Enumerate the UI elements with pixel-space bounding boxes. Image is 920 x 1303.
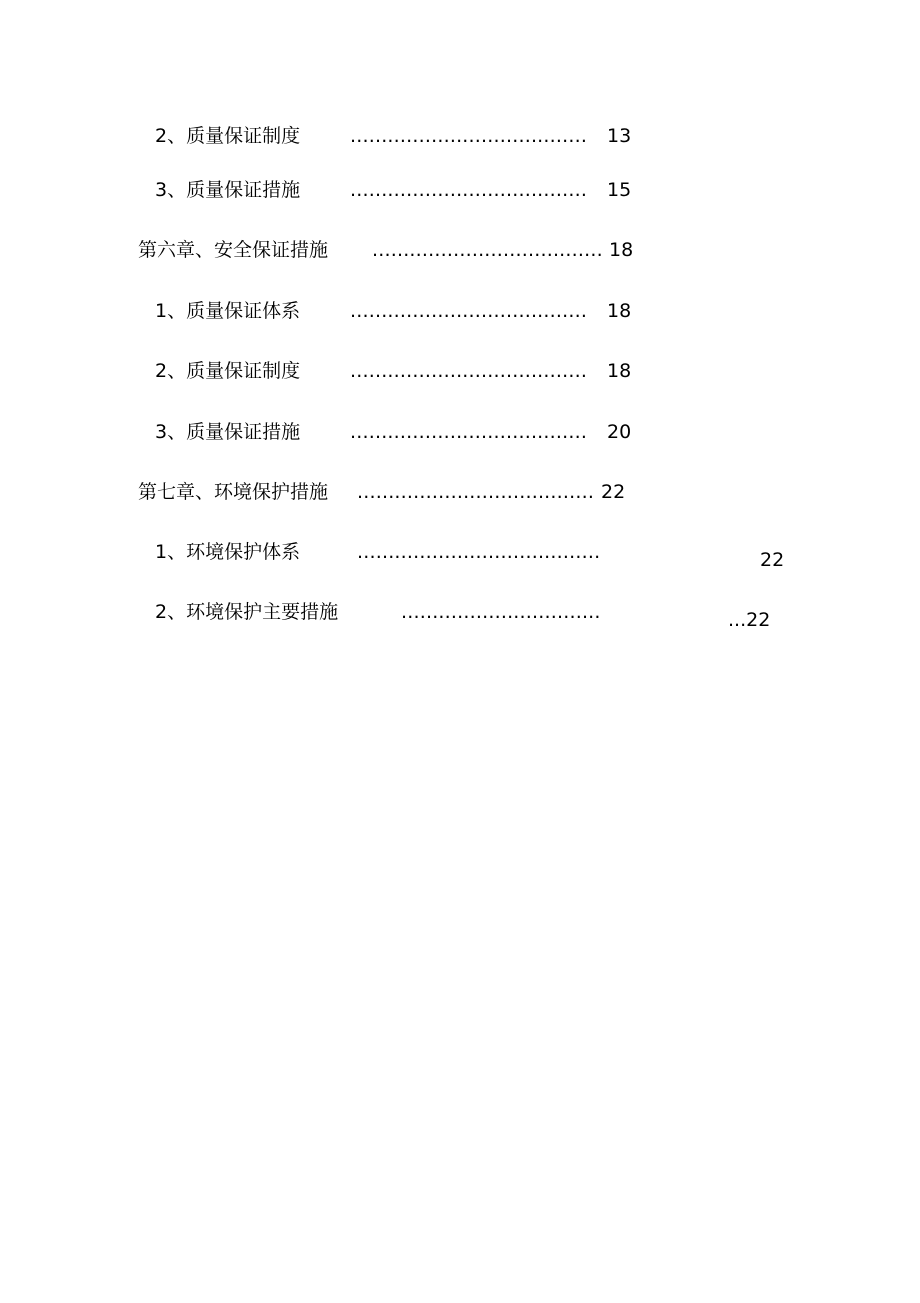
toc-entry-label: 质量保证措施	[186, 421, 301, 443]
toc-entry-title	[155, 600, 338, 624]
toc-leader-dots: ......................................	[350, 300, 588, 322]
toc-entry-label: 环境保护体系	[186, 541, 301, 563]
toc-entry-title	[155, 178, 300, 202]
toc-page-number: 22	[601, 481, 626, 503]
toc-leader-dots: ......................................	[350, 125, 588, 147]
toc-entry-label: 环境保护主要措施	[186, 601, 339, 623]
toc-entry-number: 1、	[155, 541, 187, 563]
toc-page-number: 18	[607, 300, 632, 322]
toc-entry-number: 1、	[155, 300, 187, 322]
toc-chapter-label: 第六章、安全保证措施	[138, 239, 329, 261]
toc-entry-number: 3、	[155, 179, 187, 201]
toc-entry-number: 2、	[155, 125, 187, 147]
toc-page-number: 20	[607, 421, 632, 443]
toc-chapter-label: 第七章、环境保护措施	[138, 481, 329, 503]
toc-page-number: 18	[607, 360, 632, 382]
toc-page-number: 18	[609, 239, 634, 261]
toc-entry-label: 质量保证措施	[186, 179, 301, 201]
toc-entry-label: 质量保证制度	[186, 360, 301, 382]
toc-page-number: 22	[760, 549, 785, 571]
toc-leader-dots: ......................................	[357, 481, 595, 503]
toc-entry-number: 3、	[155, 421, 187, 443]
toc-entry-title	[155, 359, 300, 383]
toc-entry-title	[155, 299, 300, 323]
toc-entry-title	[155, 420, 300, 444]
toc-entry-title	[155, 124, 300, 148]
toc-leader-dots: .......................................	[357, 541, 601, 563]
toc-page-number: 15	[607, 179, 632, 201]
toc-leader-dots: ......................................	[350, 421, 588, 443]
toc-page-number: 13	[607, 125, 632, 147]
toc-entry-title	[155, 540, 300, 564]
toc-leader-dots: ......................................	[350, 360, 588, 382]
toc-leader-dots: ................................	[401, 601, 601, 623]
toc-entry-number: 2、	[155, 601, 187, 623]
toc-entry-label: 质量保证体系	[186, 300, 301, 322]
toc-entry-number: 2、	[155, 360, 187, 382]
toc-page-number: ...22	[728, 609, 771, 631]
toc-entry-label: 质量保证制度	[186, 125, 301, 147]
toc-leader-dots: ......................................	[350, 179, 588, 201]
toc-leader-dots: .....................................	[372, 239, 603, 261]
